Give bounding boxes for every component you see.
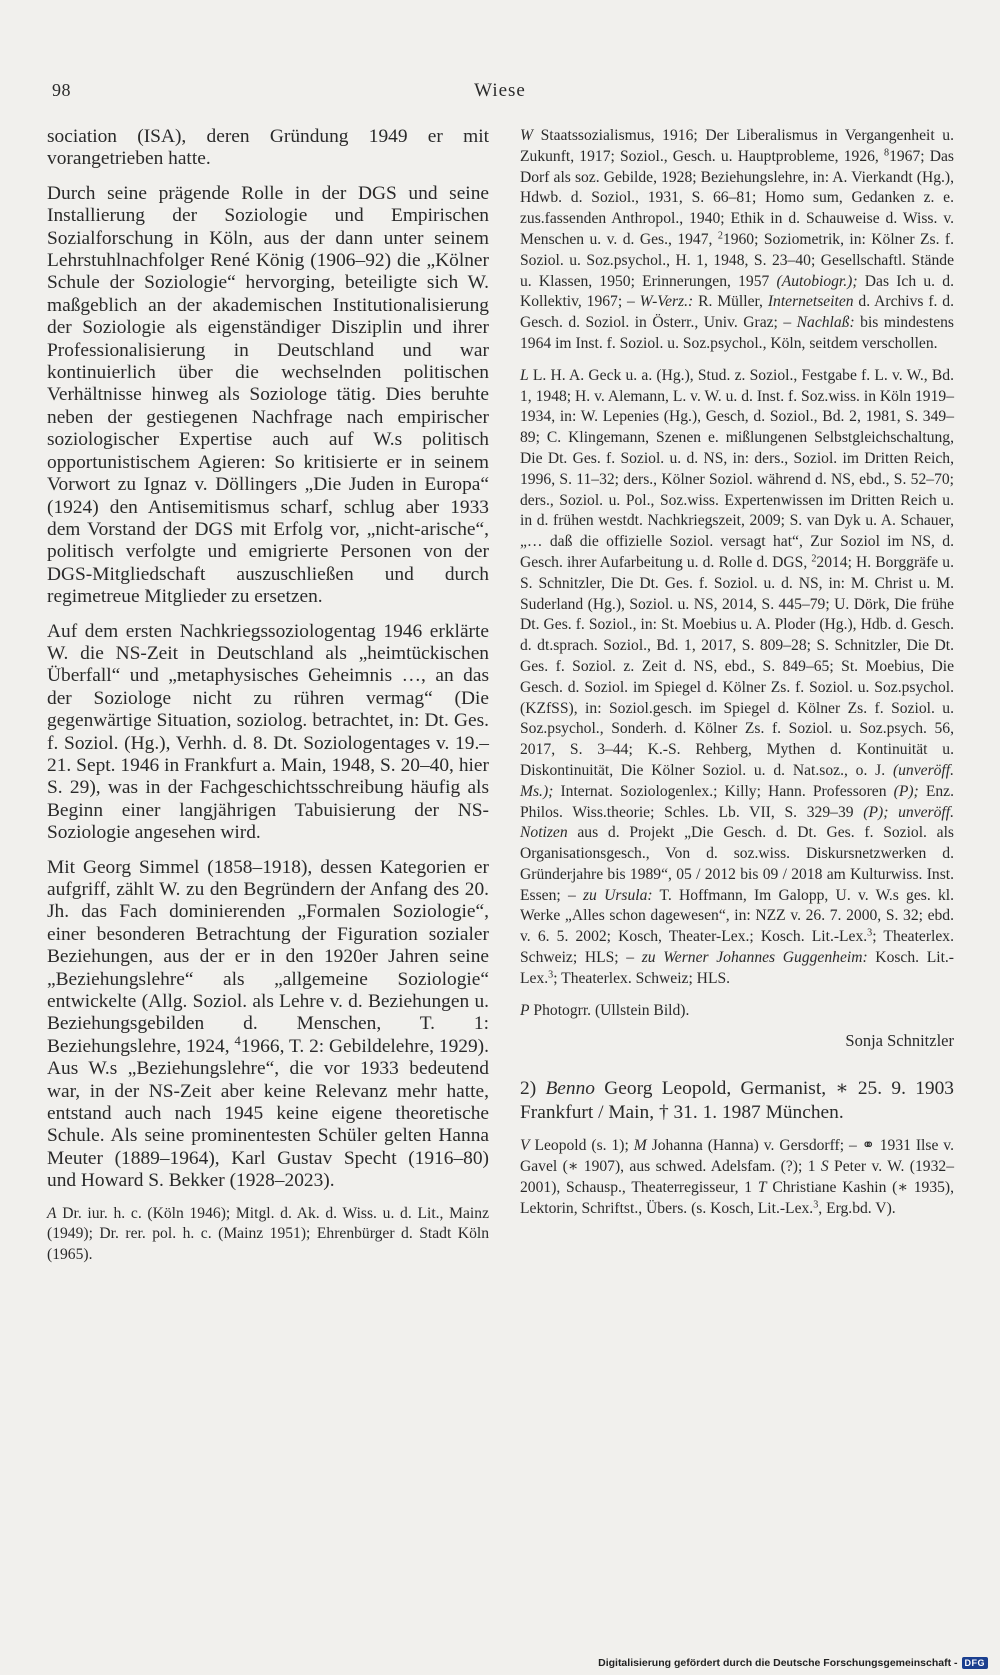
digitization-footer [598,1657,988,1669]
family-section [520,1136,954,1219]
italic-text: (P); unveröff. Notizen [520,803,954,842]
section-label: S [820,1158,829,1176]
text-segment: Christiane Kashin (∗ 1935), Lektorin, Schriftst., Übers. (s. Kosch, Lit.-Lex. [520,1179,954,1217]
text-segment: T. Hoffmann, Im Galopp, U. v. W.s ges. kl. Werke „Alles schon dagewesen“, in: NZZ v. 26. 7. 2000, S. 32; ebd. v. 6. 5. 2002; Kosch, Theater-Lex.; Kosch. Lit.-Lex. [520,886,954,946]
text-segment: 1967; Das Dorf als soz. Gebilde, 1928; Beziehungslehre, in: A. Vierkandt (Hg.), Hdwb. d. Soziol., 1931, S. 66–81; Homo sum, Gedanken z. e. zus.fassenden Anthropol., 1940; Ethik in d. Schauweise d. Wiss. v. Menschen u. v. d. Ges., 1947, [520,147,954,248]
italic-text: (Autobiogr.); [776,272,858,290]
text-segment: Internat. Soziologenlex.; Killy; Hann. Professoren [553,782,894,800]
superscript: 3 [813,1199,819,1211]
text-segment: Leopold (s. 1); [529,1137,634,1155]
superscript: 4 [234,1033,241,1048]
page-number: 98 [52,80,71,100]
dfg-logo: DFG [962,1657,989,1669]
text-segment: Peter v. W. (1932–2001), Schausp., Theaterregisseur, 1 [520,1158,954,1197]
paragraph [47,857,489,1193]
superscript: 3 [867,927,873,939]
section-label: L [520,366,529,384]
text-segment: 1966, T. 2: Gebildelehre, 1929). Aus W.s „Beziehungslehre“, die vor 1933 bedeutend war, in der NS-Zeit aber keine Relevanz mehr hatte, entstand auch nach 1945 keine eigene theoretische Schule. Als seine prominentesten Schüler gelten Hanna Meuter (1889–1964), Karl Gustav Specht (1916–80) und Howard S. Bekker (1928–2023). [47,1035,489,1192]
text-segment: aus d. Projekt „Die Gesch. d. Dt. Ges. f. Soziol. als Organisationsgesch., Von d. soz.wiss. Diskursnetzwerken d. Gründerjahre bis 1989“, 05 / 2012 bis 09 / 2018 am Kulturwiss. Inst. Essen; – [520,824,954,904]
left-column [47,126,489,1266]
text-segment: Staatssozialismus, 1916; Der Liberalismus in Vergangenheit u. Zukunft, 1917; Soziol., Gesch. u. Hauptprobleme, 1926, [520,127,954,165]
text-segment: Enz. Philos. Wiss.theorie; Schles. Lb. VII, S. 329–39 [520,782,955,821]
italic-text: Internetseiten [767,293,854,311]
superscript: 8 [884,147,890,159]
text-segment: Mit Georg Simmel (1858–1918), dessen Kategorien er aufgriff, zählt W. zu den Begründern der Anfang des 20. Jh. das Fach dominierenden „Formalen Soziologie“, einer besonderen Betrachtung der Figuration sozialer Beziehungen, aus der er in den 1920er Jahren seine „Beziehungslehre“ als „allgemeine Soziologie“ entwickelte (Allg. Soziol. als Lehre v. d. Beziehungen u. Beziehungsgebilden d. Menschen, T. 1: Beziehungslehre, 1924, [47,856,489,1057]
italic-text: Nachlaß: [796,314,855,332]
text-segment: ; Theaterlex. Schweiz; HLS. [553,969,731,987]
text-segment: Dr. iur. h. c. (Köln 1946); Mitgl. d. Ak. d. Wiss. u. d. Lit., Mainz (1949); Dr. rer. pol. h. c. (Mainz 1951); Ehrenbürger d. Stadt Köln (1965). [47,1204,489,1264]
paragraph: Durch seine prägende Rolle in der DGS und seine Installierung der Soziologie und Empirischen Sozialforschung in Köln, aus der dann unter seinem Lehrstuhlnachfolger René König (1906–92) die „Kölner Schule der Soziologie“ hervorging, beteiligte sich W. maßgeblich an der akademischen Institutionalisierung der Soziologie als eigenständiger Disziplin und ihrer Professionalisierung in Deutschland und war kontinuierlich über die wechselnden politischen Verhältnisse hinweg als Soziologe tätig. Dies beruhte neben der gestiegenen Nachfrage nach empirischer soziologischer Expertise auch auf W.s politisch opportunistischem Agieren: So kritisierte er in seinem Vorwort zu Ignaz v. Döllingers „Die Juden in Europa“ (1924) den Antisemitismus scharf, schlug aber 1933 dem Vorstand der DGS mit Erfolg vor, „nicht-arische“, politisch verfolgte und emigrierte Personen von der DGS-Mitgliedschaft auszuschließen und durch regimetreue Mitglieder zu ersetzen. [47,182,489,608]
superscript: 2 [717,230,723,242]
literature-section [520,366,954,990]
text-segment: Johanna (Hanna) v. Gersdorff; – ⚭ 1931 Ilse v. Gavel (∗ 1907), aus schwed. Adelsfam. (?); 1 [520,1137,954,1176]
entry-number: 2) [520,1078,546,1100]
italic-text: (unveröff. Ms.); [520,761,954,800]
italic-text: W-Verz.: [639,293,694,311]
section-label: T [757,1179,767,1197]
text-segment: bis mindestens 1964 im Inst. f. Soziol. u. Soz.psychol., Köln, seitdem verschollen. [520,314,954,352]
running-head: Wiese [474,80,526,101]
text-segment: L. H. A. Geck u. a. (Hg.), Stud. z. Soziol., Festgabe f. L. v. W., Bd. 1, 1948; H. v. Alemann, L. v. W. u. d. Inst. f. Soz.wiss. in Köln 1919–1934, in: W. Lepenies (Hg.), Gesch, d. Soziol., Bd. 2, 1981, S. 349–89; C. Klingemann, Szenen e. mißlungenen Selbstgleichschaltung, Die Dt. Ges. f. Soziol. u. d. NS, in: ders., Soziol. im Dritten Reich, 1996, S. 11–32; ders., Kölner Soziol. während d. NS, ebd., S. 52–70; ders., Soziol. u. Pol., Soz.wiss. Expertenwissen im Dritten Reich u. in d. frühen westdt. Nachkriegszeit, 2009; S. van Dyk u. A. Schauer, „… daß die offizielle Soziol. versagt hat“, Zur Soziol im NS, d. Gesch. ihrer Aufarbeitung u. d. Rolle d. DGS, [520,366,954,571]
italic-text: zu Ursula: [582,886,653,904]
entry-name: Benno [545,1078,595,1100]
section-label: A [47,1204,57,1222]
section-label: P [520,1001,530,1019]
superscript: 2 [811,553,817,565]
entry-heading [520,1077,954,1125]
section-label: M [633,1137,647,1155]
awards-section [47,1204,489,1266]
text-segment: Georg Leopold, Germanist, ∗ 25. 9. 1903 Frankfurt / Main, † 31. 1. 1987 München. [520,1078,954,1124]
italic-text: (P); [893,782,919,800]
section-label: W [520,127,533,144]
section-label: V [520,1137,530,1155]
italic-text: zu Werner Johannes Guggenheim: [641,949,868,967]
right-column [520,126,954,1220]
portrait-section [520,1001,954,1022]
text-segment: R. Müller, [693,293,768,311]
footer-text: Digitalisierung gefördert durch die Deutsche Forschungsgemeinschaft - [598,1657,958,1669]
paragraph: Auf dem ersten Nachkriegssoziologentag 1946 erklärte W. die NS-Zeit in Deutschland als „heimtückischen Überfall“ und „metaphysisches Geheimnis …, an das der Soziologe nicht zu rühren vermag“ (Die gegenwärtige Situation, soziolog. betrachtet, in: Dt. Ges. f. Soziol. (Hg.), Verhh. d. 8. Dt. Soziologentages v. 19.–21. Sept. 1946 in Frankfurt a. Main, 1948, S. 20–40, hier S. 29), was in der Fachgeschichtsschreibung häufig als Beginn einer langjährigen Tabuisierung der NS-Soziologie angesehen wird. [47,620,489,844]
text-segment: 1960; Soziometrik, in: Kölner Zs. f. Soziol. u. Soz.psychol., H. 1, 1948, S. 23–40; Gesellschaftl. Stände u. Klassen, 1950; Erinnerungen, 1957 [520,230,955,290]
text-segment: Photogrr. (Ullstein Bild). [529,1001,690,1019]
paragraph: sociation (ISA), deren Gründung 1949 er mit vorangetrieben hatte. [47,126,489,170]
text-segment: Das Ich u. d. Kollektiv, 1967; – [520,272,954,311]
text-segment: d. Archivs f. d. Gesch. d. Soziol. in Österr., Univ. Graz; – [520,293,954,332]
text-segment: 2014; H. Borggräfe u. S. Schnitzler, Die Dt. Ges. f. Soziol. u. d. NS, in: M. Christ u. M. Suderland (Hg.), Soziol. u. NS, 2014, S. 445–79; U. Dörk, Die frühe Dt. Ges. f. Soziol., in: St. Moebius u. A. Ploder (Hg.), Hdb. d. Gesch. d. dt.sprach. Soziol., Bd. 1, 2017, S. 809–28; S. Schnitzler, Die Dt. Ges. f. Soziol. z. Zeit d. NS, ebd., S. 849–65; St. Moebius, Die Gesch. d. Soziol. im Spiegel d. Kölner Zs. f. Soziol. u. Soz.psychol. (KZfSS), in: Soziol.gesch. im Spiegel d. Kölner Zs. f. Soziol. u. Soz.psychol., Sonderh. d. Kölner Zs. f. Soziol. u. Soz.psych. 56, 2017, S. 3–44; K.-S. Rehberg, Mythen d. Kontinuität u. Diskontinuität, Die Kölner Soziol. u. d. Nat.soz., o. J. [520,553,954,779]
text-segment: Kosch. Lit.-Lex. [520,949,954,987]
superscript: 3 [548,969,554,981]
author-signature: Sonja Schnitzler [845,1031,954,1051]
works-section [520,126,954,355]
text-segment: , Erg.bd. V). [818,1199,896,1217]
text-segment: ; Theaterlex. Schweiz; HLS; – [520,928,954,967]
